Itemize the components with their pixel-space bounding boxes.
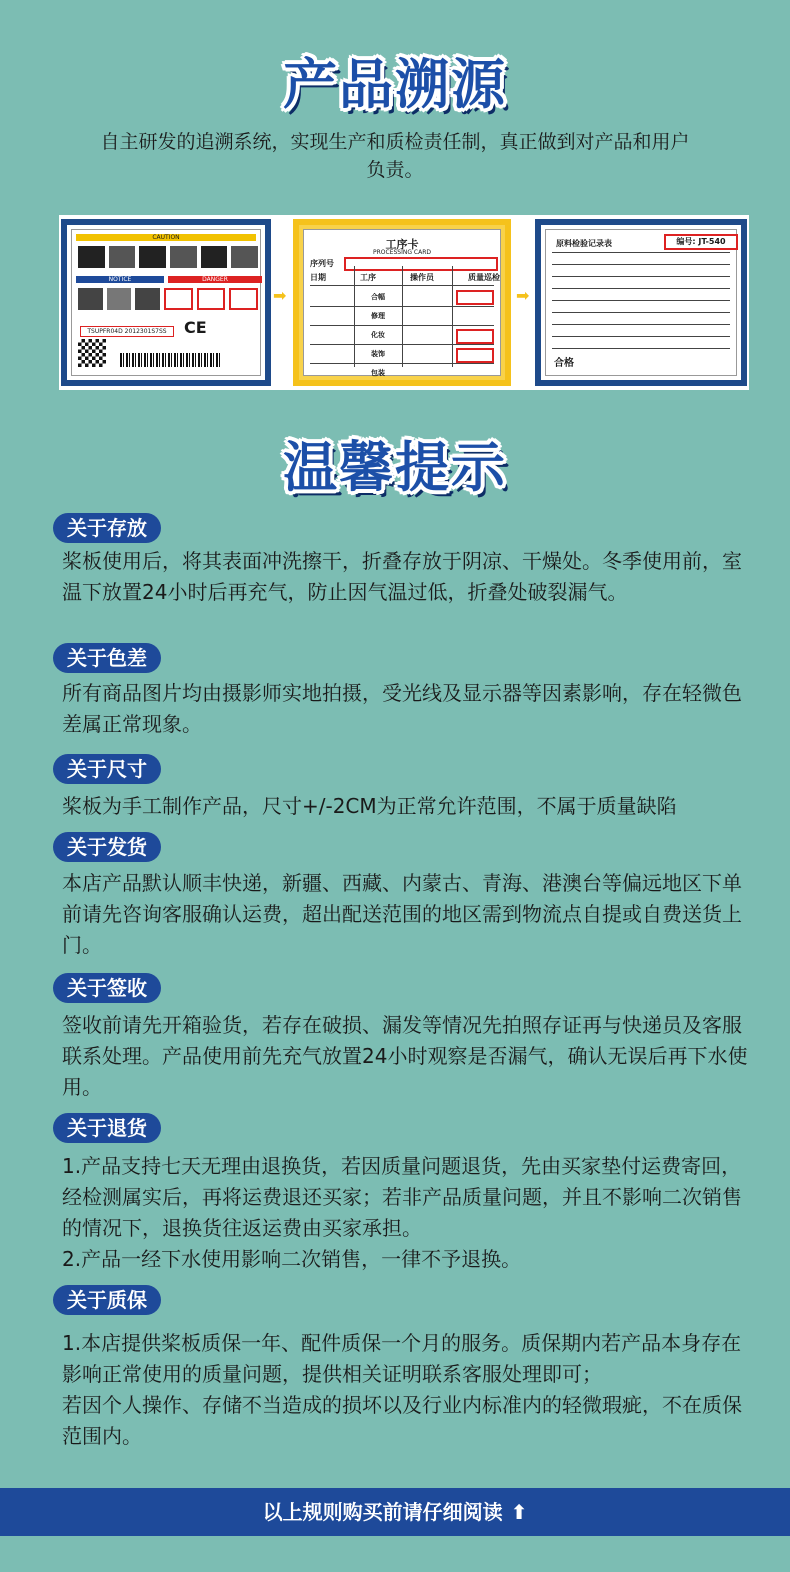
inspection-result: 合格	[554, 358, 574, 369]
serial-label: 序列号	[310, 259, 334, 268]
footer-text: 以上规则购买前请仔细阅读	[262, 1500, 503, 1524]
barcode-icon	[120, 353, 220, 367]
ce-mark: CE	[184, 318, 207, 337]
text-returns: 1.产品支持七天无理由退换货，若因质量问题退货，先由买家垫付运费寄回，经检测属实后，再将运费退还买家；若非产品质量问题，并且不影响二次销售的情况下，退换货往返运费由买家承担。 2.产品一经下水使用影响二次销售，一律不予退换。	[62, 1154, 742, 1271]
qc-stamp	[456, 290, 494, 305]
qr-code-icon	[78, 339, 106, 367]
qc-stamp	[456, 348, 494, 363]
text-storage: 桨板使用后，将其表面冲洗擦干，折叠存放于阴凉、干燥处。冬季使用前，室温下放置24小时后再充气，防止因气温过低，折叠处破裂漏气。	[62, 549, 742, 604]
warning-icons-row	[78, 246, 258, 268]
process-steps: 合幅 修理 化妆 装饰 包装	[371, 293, 385, 377]
footer-banner	[0, 1488, 790, 1536]
arrow-up-icon: ⬆	[510, 1500, 528, 1524]
caution-bar: CAUTION	[76, 234, 256, 241]
tag-shipping: 关于发货	[53, 832, 161, 862]
text-shipping: 本店产品默认顺丰快递，新疆、西藏、内蒙古、青海、港澳台等偏远地区下单前请先咨询客服确认运费，超出配送范围的地区需到物流点自提或自费送货上门。	[62, 871, 742, 957]
processing-card-image	[293, 219, 511, 386]
tag-size: 关于尺寸	[53, 754, 161, 784]
product-label-image	[61, 219, 271, 386]
text-size: 桨板为手工制作产品，尺寸+/-2CM为正常允许范围，不属于质量缺陷	[62, 794, 677, 818]
tag-storage: 关于存放	[53, 513, 161, 543]
danger-bar: DANGER	[168, 276, 262, 283]
serial-number: TSUPFR04D 2012301S7SS	[80, 326, 174, 337]
tag-color-difference: 关于色差	[53, 643, 161, 673]
processing-card-title: 工序卡	[385, 238, 419, 251]
danger-icons-row	[78, 288, 258, 310]
tips-title: 温馨提示	[283, 436, 507, 499]
qc-stamp	[456, 329, 494, 344]
trace-intro: 自主研发的追溯系统，实现生产和质检责任制，真正做到对产品和用户负责。	[100, 131, 690, 181]
tag-warranty: 关于质保	[53, 1285, 161, 1315]
tag-returns: 关于退货	[53, 1113, 161, 1143]
record-title: 原料检验记录表	[556, 239, 612, 248]
arrow-right-icon: ➡	[273, 286, 287, 305]
arrow-right-icon: ➡	[516, 286, 530, 305]
text-warranty: 1.本店提供桨板质保一年、配件质保一个月的服务。质保期内若产品本身存在影响正常使用的质量问题，提供相关证明联系客服处理即可； 若因个人操作、存储不当造成的损坏以及行业内标准内的轻微瑕疵，不在质保范围内。	[62, 1331, 742, 1448]
record-number: 编号: JT-540	[664, 234, 738, 250]
processing-card-header: 日期 工序 操作员 质量巡检	[310, 273, 500, 282]
inspection-record-image	[535, 219, 747, 386]
text-receipt: 签收前请先开箱验货，若存在破损、漏发等情况先拍照存证再与快递员及客服联系处理。产品使用前先充气放置24小时观察是否漏气，确认无误后再下水使用。	[62, 1013, 748, 1099]
processing-card-subtitle: PROCESSING CARD	[372, 249, 431, 256]
text-color-difference: 所有商品图片均由摄影师实地拍摄，受光线及显示器等因素影响，存在轻微色差属正常现象。	[62, 681, 742, 736]
trace-image-strip	[59, 215, 749, 390]
tag-receipt: 关于签收	[53, 973, 161, 1003]
trace-title: 产品溯源	[283, 53, 507, 116]
serial-highlight	[344, 257, 498, 271]
notice-bar: NOTICE	[76, 276, 164, 283]
